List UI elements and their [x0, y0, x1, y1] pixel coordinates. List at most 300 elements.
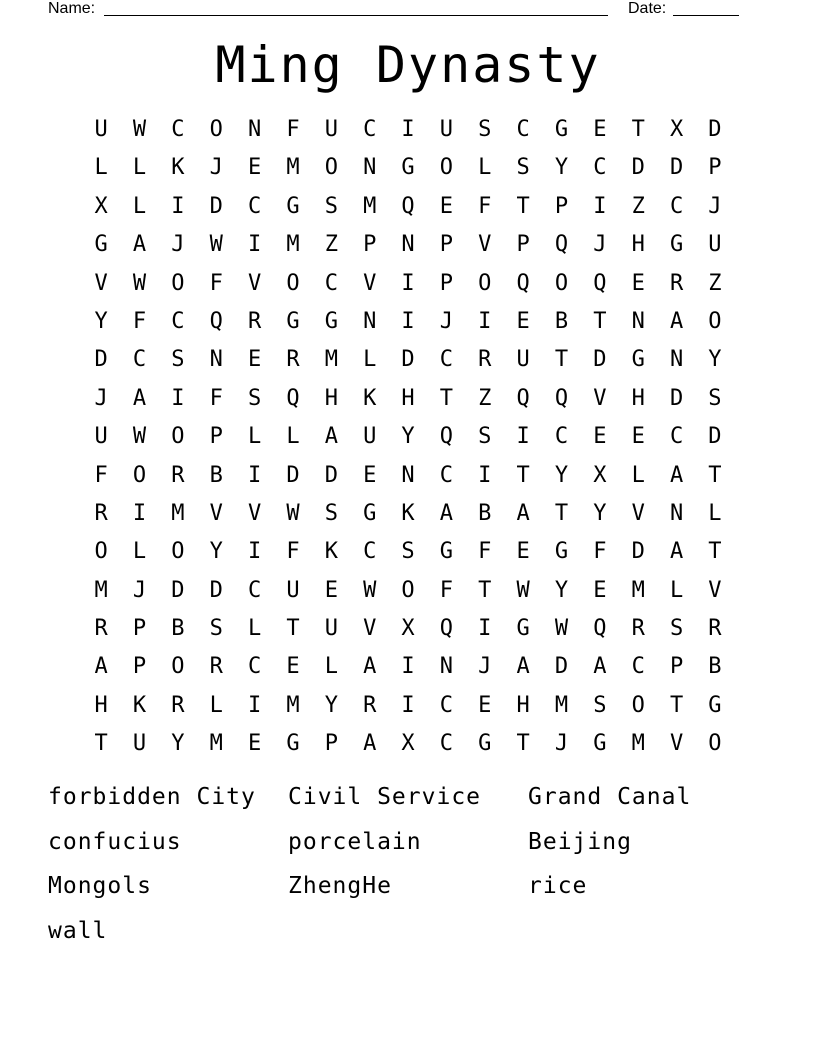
grid-row	[82, 457, 734, 495]
grid-letter: I	[171, 193, 185, 219]
grid-letter: T	[439, 385, 454, 411]
grid-row	[82, 648, 734, 686]
grid-letter: F	[286, 117, 300, 142]
grid-letter: E	[516, 539, 530, 565]
grid-letter: A	[132, 385, 147, 411]
grid-letter: G	[708, 692, 722, 718]
grid-letter: C	[593, 155, 607, 181]
grid-letter: H	[631, 385, 645, 411]
grid-letter: T	[286, 616, 300, 642]
grid-letter: O	[286, 270, 300, 296]
grid-letter: F	[209, 270, 223, 296]
grid-letter: R	[171, 692, 185, 718]
grid-row	[82, 149, 734, 187]
grid-letter: D	[209, 193, 223, 219]
grid-letter: I	[401, 692, 415, 718]
grid-letter: L	[132, 539, 147, 565]
word-bank-item: porcelain	[288, 828, 422, 855]
grid-letter: Y	[401, 424, 415, 450]
grid-letter: U	[363, 424, 377, 450]
grid-letter: P	[554, 193, 569, 219]
grid-letter: N	[631, 308, 645, 334]
grid-letter: C	[669, 424, 684, 450]
grid-letter: T	[593, 308, 607, 334]
grid-letter: I	[247, 232, 262, 258]
grid-letter: U	[439, 117, 454, 142]
grid-letter: G	[286, 731, 300, 757]
grid-letter: T	[708, 462, 722, 488]
grid-row	[82, 572, 734, 610]
grid-letter: O	[209, 117, 223, 142]
grid-letter: L	[478, 155, 492, 181]
grid-row	[82, 533, 734, 571]
grid-letter: E	[593, 577, 607, 603]
grid-letter: I	[593, 193, 607, 219]
grid-letter: O	[94, 539, 108, 565]
grid-letter: O	[324, 155, 338, 181]
grid-letter: E	[631, 424, 645, 450]
grid-letter: J	[94, 385, 108, 411]
grid-letter: E	[247, 731, 262, 757]
grid-letter: A	[669, 539, 684, 565]
word-bank-row	[48, 909, 768, 954]
grid-letter: L	[286, 424, 300, 450]
grid-letter: T	[669, 692, 684, 718]
letter-grid	[82, 111, 734, 764]
grid-letter: W	[132, 424, 147, 450]
grid-letter: L	[132, 193, 147, 219]
grid-letter: Q	[593, 616, 607, 642]
grid-letter: R	[171, 462, 185, 488]
grid-letter: O	[478, 270, 492, 296]
grid-letter: C	[439, 692, 454, 718]
grid-letter: S	[708, 385, 722, 411]
grid-letter: I	[401, 308, 415, 334]
grid-letter: C	[132, 347, 147, 373]
grid-letter: S	[669, 616, 684, 642]
grid-letter: C	[171, 117, 185, 142]
word-bank-item: Grand Canal	[528, 784, 692, 810]
grid-letter: T	[516, 462, 530, 488]
grid-letter: M	[209, 731, 223, 757]
grid-letter: O	[708, 731, 722, 757]
grid-letter: D	[593, 347, 607, 373]
grid-letter: E	[247, 155, 262, 181]
grid-letter: A	[516, 500, 530, 526]
grid-letter: C	[247, 577, 262, 603]
grid-letter: R	[247, 308, 262, 334]
grid-letter: D	[209, 577, 223, 603]
grid-letter: X	[669, 117, 684, 142]
grid-letter: B	[209, 462, 223, 488]
grid-row	[82, 188, 734, 226]
grid-letter: J	[554, 731, 569, 757]
grid-letter: M	[286, 155, 300, 181]
grid-letter: C	[516, 117, 530, 142]
grid-letter: V	[209, 500, 223, 526]
grid-letter: O	[171, 654, 185, 680]
grid-letter: T	[516, 193, 530, 219]
word-bank-item: rice	[528, 873, 588, 899]
date-label: Date:	[628, 0, 667, 17]
grid-letter: P	[516, 232, 530, 258]
grid-row	[82, 380, 734, 418]
grid-letter: D	[708, 424, 722, 450]
grid-letter: I	[478, 462, 492, 488]
grid-letter: H	[516, 692, 530, 718]
grid-letter: R	[631, 616, 645, 642]
grid-letter: W	[209, 232, 223, 258]
grid-letter: P	[209, 424, 223, 450]
grid-letter: M	[363, 193, 377, 219]
grid-letter: Y	[554, 577, 569, 603]
grid-letter: C	[171, 308, 185, 334]
grid-letter: R	[363, 692, 377, 718]
grid-letter: R	[209, 654, 223, 680]
grid-letter: G	[439, 539, 454, 565]
grid-letter: F	[478, 193, 492, 219]
grid-letter: K	[171, 155, 185, 181]
grid-letter: G	[363, 500, 377, 526]
grid-letter: Z	[631, 193, 645, 219]
grid-row	[82, 610, 734, 648]
grid-letter: T	[708, 539, 722, 565]
grid-letter: A	[132, 232, 147, 258]
grid-letter: D	[286, 462, 300, 488]
grid-letter: Y	[554, 462, 569, 488]
grid-letter: X	[401, 731, 415, 757]
grid-letter: B	[171, 616, 185, 642]
grid-letter: L	[94, 155, 108, 181]
name-blank-line	[104, 15, 608, 16]
grid-letter: C	[669, 193, 684, 219]
grid-letter: H	[631, 232, 645, 258]
word-bank-item: Beijing	[528, 828, 632, 855]
grid-letter: D	[324, 462, 338, 488]
grid-letter: C	[247, 193, 262, 219]
grid-letter: C	[439, 731, 454, 757]
grid-letter: D	[669, 155, 684, 181]
grid-letter: G	[286, 193, 300, 219]
word-bank-item: Civil Service	[288, 784, 482, 810]
grid-letter: E	[631, 270, 645, 296]
grid-letter: C	[439, 347, 454, 373]
grid-letter: F	[132, 308, 147, 334]
grid-letter: Q	[209, 308, 223, 334]
grid-row	[82, 226, 734, 264]
grid-letter: S	[401, 539, 415, 565]
grid-letter: L	[132, 155, 147, 181]
grid-letter: J	[171, 232, 185, 258]
grid-letter: W	[132, 270, 147, 296]
grid-letter: Y	[94, 308, 108, 334]
grid-letter: R	[669, 270, 684, 296]
grid-letter: J	[593, 232, 607, 258]
grid-letter: L	[247, 616, 262, 642]
grid-letter: N	[669, 347, 684, 373]
grid-letter: O	[171, 539, 185, 565]
grid-letter: K	[132, 692, 147, 718]
grid-letter: G	[631, 347, 645, 373]
grid-letter: E	[516, 308, 530, 334]
grid-letter: N	[669, 500, 684, 526]
grid-letter: I	[171, 385, 185, 411]
grid-letter: L	[708, 500, 722, 526]
grid-letter: F	[209, 385, 223, 411]
grid-letter: S	[209, 616, 223, 642]
grid-letter: I	[478, 308, 492, 334]
grid-letter: C	[324, 270, 338, 296]
grid-letter: K	[401, 500, 415, 526]
grid-letter: I	[401, 117, 415, 142]
grid-letter: L	[669, 577, 684, 603]
grid-letter: Q	[554, 232, 569, 258]
grid-letter: V	[669, 731, 684, 757]
grid-letter: L	[247, 424, 262, 450]
grid-letter: O	[439, 155, 454, 181]
grid-letter: Q	[439, 424, 454, 450]
grid-letter: D	[94, 347, 108, 373]
word-bank-row	[48, 820, 768, 865]
grid-letter: V	[94, 270, 108, 296]
grid-letter: M	[94, 577, 108, 603]
grid-letter: A	[324, 424, 338, 450]
grid-letter: G	[516, 616, 530, 642]
grid-letter: U	[286, 577, 300, 603]
grid-letter: V	[478, 232, 492, 258]
grid-letter: V	[631, 500, 645, 526]
grid-letter: F	[94, 462, 108, 488]
grid-letter: G	[478, 731, 492, 757]
grid-letter: O	[708, 308, 722, 334]
puzzle-title: Ming Dynasty	[215, 36, 601, 94]
grid-letter: D	[669, 385, 684, 411]
grid-letter: E	[593, 117, 607, 142]
grid-letter: J	[708, 193, 722, 219]
grid-letter: A	[363, 654, 377, 680]
grid-letter: G	[669, 232, 684, 258]
grid-row	[82, 111, 734, 149]
grid-letter: N	[363, 155, 377, 181]
word-bank-item: confucius	[48, 828, 182, 855]
grid-letter: X	[593, 462, 607, 488]
grid-letter: N	[247, 117, 262, 142]
grid-letter: U	[708, 232, 722, 258]
grid-letter: Z	[324, 232, 338, 258]
grid-letter: Z	[478, 385, 492, 411]
grid-letter: W	[132, 117, 147, 142]
grid-letter: P	[363, 232, 377, 258]
grid-letter: J	[439, 308, 454, 334]
grid-letter: D	[401, 347, 415, 373]
grid-letter: I	[247, 692, 262, 718]
grid-letter: R	[286, 347, 300, 373]
grid-letter: C	[439, 462, 454, 488]
grid-letter: V	[708, 577, 722, 603]
grid-letter: A	[516, 654, 530, 680]
grid-letter: I	[401, 654, 415, 680]
grid-letter: C	[363, 539, 377, 565]
grid-letter: H	[401, 385, 415, 411]
grid-letter: U	[324, 616, 338, 642]
grid-letter: L	[324, 654, 338, 680]
grid-letter: U	[94, 424, 108, 450]
grid-letter: U	[324, 117, 338, 142]
worksheet-header	[0, 0, 816, 20]
grid-letter: I	[247, 539, 262, 565]
grid-letter: E	[286, 654, 300, 680]
grid-letter: I	[132, 500, 147, 526]
grid-letter: R	[708, 616, 722, 642]
grid-letter: T	[516, 731, 530, 757]
grid-letter: M	[286, 232, 300, 258]
grid-letter: H	[324, 385, 338, 411]
grid-letter: G	[324, 308, 338, 334]
grid-letter: A	[94, 654, 108, 680]
grid-letter: U	[516, 347, 530, 373]
grid-letter: M	[171, 500, 185, 526]
grid-letter: Z	[708, 270, 722, 296]
grid-letter: I	[247, 462, 262, 488]
grid-row	[82, 495, 734, 533]
grid-letter: C	[554, 424, 569, 450]
grid-letter: G	[94, 232, 108, 258]
grid-letter: S	[593, 692, 607, 718]
word-bank	[48, 775, 768, 953]
grid-letter: Q	[401, 193, 415, 219]
grid-letter: R	[478, 347, 492, 373]
grid-letter: N	[401, 462, 415, 488]
grid-letter: T	[554, 347, 569, 373]
grid-letter: O	[554, 270, 569, 296]
grid-letter: Y	[593, 500, 607, 526]
name-label: Name:	[48, 0, 96, 17]
grid-letter: S	[324, 193, 338, 219]
grid-row	[82, 265, 734, 303]
grid-letter: A	[669, 462, 684, 488]
grid-letter: A	[669, 308, 684, 334]
grid-row	[82, 687, 734, 725]
grid-letter: B	[478, 500, 492, 526]
grid-letter: E	[324, 577, 338, 603]
grid-letter: E	[478, 692, 492, 718]
grid-letter: F	[286, 539, 300, 565]
grid-letter: I	[516, 424, 530, 450]
grid-letter: J	[478, 654, 492, 680]
grid-letter: L	[363, 347, 377, 373]
grid-letter: T	[554, 500, 569, 526]
grid-letter: S	[247, 385, 262, 411]
grid-letter: E	[247, 347, 262, 373]
grid-letter: C	[363, 117, 377, 142]
grid-letter: W	[516, 577, 530, 603]
grid-letter: V	[363, 616, 377, 642]
grid-letter: O	[171, 270, 185, 296]
grid-letter: W	[286, 500, 300, 526]
grid-letter: L	[209, 692, 223, 718]
grid-row	[82, 341, 734, 379]
word-bank-row	[48, 864, 768, 909]
grid-letter: J	[132, 577, 147, 603]
grid-letter: T	[478, 577, 492, 603]
grid-letter: Q	[593, 270, 607, 296]
grid-letter: S	[478, 117, 492, 142]
grid-letter: G	[401, 155, 415, 181]
grid-letter: S	[478, 424, 492, 450]
grid-letter: B	[554, 308, 569, 334]
grid-letter: P	[132, 616, 147, 642]
grid-letter: Y	[209, 539, 223, 565]
grid-letter: K	[324, 539, 338, 565]
grid-letter: I	[478, 616, 492, 642]
grid-letter: O	[171, 424, 185, 450]
grid-letter: P	[439, 232, 454, 258]
grid-letter: V	[363, 270, 377, 296]
grid-letter: Y	[554, 155, 569, 181]
grid-row	[82, 725, 734, 763]
grid-letter: E	[593, 424, 607, 450]
grid-letter: D	[171, 577, 185, 603]
word-bank-item: forbidden City	[48, 784, 256, 810]
grid-letter: N	[363, 308, 377, 334]
grid-letter: M	[286, 692, 300, 718]
grid-letter: S	[171, 347, 185, 373]
word-bank-item: ZhengHe	[288, 873, 392, 899]
grid-letter: K	[363, 385, 377, 411]
grid-letter: O	[631, 692, 645, 718]
grid-letter: A	[593, 654, 607, 680]
grid-letter: Q	[516, 385, 530, 411]
grid-letter: A	[363, 731, 377, 757]
grid-letter: X	[94, 193, 108, 219]
grid-letter: N	[209, 347, 223, 373]
grid-row	[82, 418, 734, 456]
grid-letter: W	[554, 616, 569, 642]
grid-letter: G	[286, 308, 300, 334]
grid-letter: O	[401, 577, 415, 603]
grid-letter: Y	[324, 692, 338, 718]
grid-letter: O	[132, 462, 147, 488]
grid-letter: D	[631, 155, 645, 181]
grid-letter: E	[363, 462, 377, 488]
grid-letter: E	[439, 193, 454, 219]
grid-letter: P	[439, 270, 454, 296]
grid-letter: U	[132, 731, 147, 757]
word-bank-row	[48, 775, 768, 820]
word-bank-item: wall	[48, 917, 108, 944]
grid-letter: F	[439, 577, 454, 603]
grid-letter: D	[554, 654, 569, 680]
grid-letter: S	[324, 500, 338, 526]
grid-letter: X	[401, 616, 415, 642]
grid-letter: Q	[439, 616, 454, 642]
grid-letter: Q	[554, 385, 569, 411]
grid-letter: W	[363, 577, 377, 603]
grid-letter: C	[247, 654, 262, 680]
date-blank-line	[673, 15, 739, 16]
grid-letter: P	[708, 155, 722, 181]
grid-letter: F	[478, 539, 492, 565]
word-bank-item: Mongols	[48, 873, 152, 899]
grid-letter: D	[631, 539, 645, 565]
grid-letter: T	[94, 731, 108, 757]
grid-letter: C	[631, 654, 645, 680]
grid-letter: T	[631, 117, 645, 142]
grid-letter: V	[593, 385, 607, 411]
grid-letter: N	[401, 232, 415, 258]
grid-letter: Y	[171, 731, 185, 757]
grid-letter: R	[94, 616, 108, 642]
